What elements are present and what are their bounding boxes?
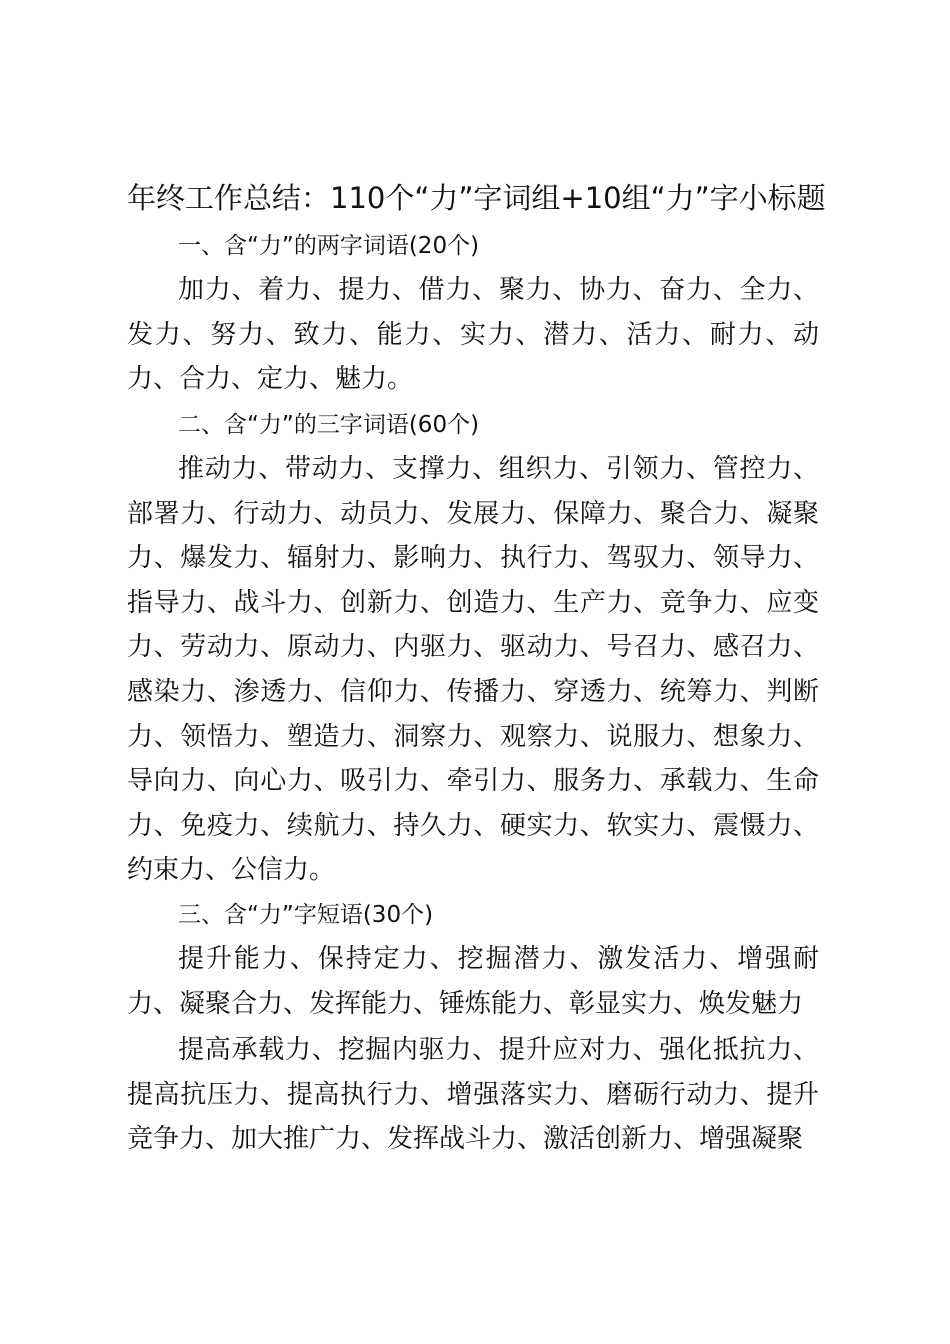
section-1-heading: 一、含“力”的两字词语(20个)	[178, 233, 480, 259]
section-3-body-1: 提升能力、保持定力、挖掘潜力、激发活力、增强耐力、凝聚合力、发挥能力、锤炼能力、彰显实力、焕发魅力	[127, 944, 819, 1019]
section-2-heading: 二、含“力”的三字词语(60个)	[178, 412, 480, 438]
section-3-body-2: 提高承载力、挖掘内驱力、提升应对力、强化抵抗力、提高抗压力、提高执行力、增强落实力、磨砺行动力、提升竞争力、加大推广力、发挥战斗力、激活创新力、增强凝聚	[127, 1035, 819, 1155]
section-2-body: 推动力、带动力、支撑力、组织力、引领力、管控力、部署力、行动力、动员力、发展力、保障力、聚合力、凝聚力、爆发力、辐射力、影响力、执行力、驾驭力、领导力、指导力、战斗力、创新力、创造力、生产力、竞争力、应变力、劳动力、原动力、内驱力、驱动力、号召力、感召力、感染力、渗透力、信仰力、传播力、穿透力、统筹力、判断力、领悟力、塑造力、洞察力、观察力、说服力、想象力、导向力、向心力、吸引力、牵引力、服务力、承载力、生命力、免疫力、续航力、持久力、硬实力、软实力、震慑力、约束力、公信力。	[127, 454, 819, 886]
section-1-body: 加力、着力、提力、借力、聚力、协力、奋力、全力、发力、努力、致力、能力、实力、潜力、活力、耐力、动力、合力、定力、魅力。	[127, 275, 819, 395]
document-title: 年终工作总结：110个“力”字词组+10组“力”字小标题	[127, 181, 826, 215]
section-3-heading: 三、含“力”字短语(30个)	[178, 902, 434, 928]
